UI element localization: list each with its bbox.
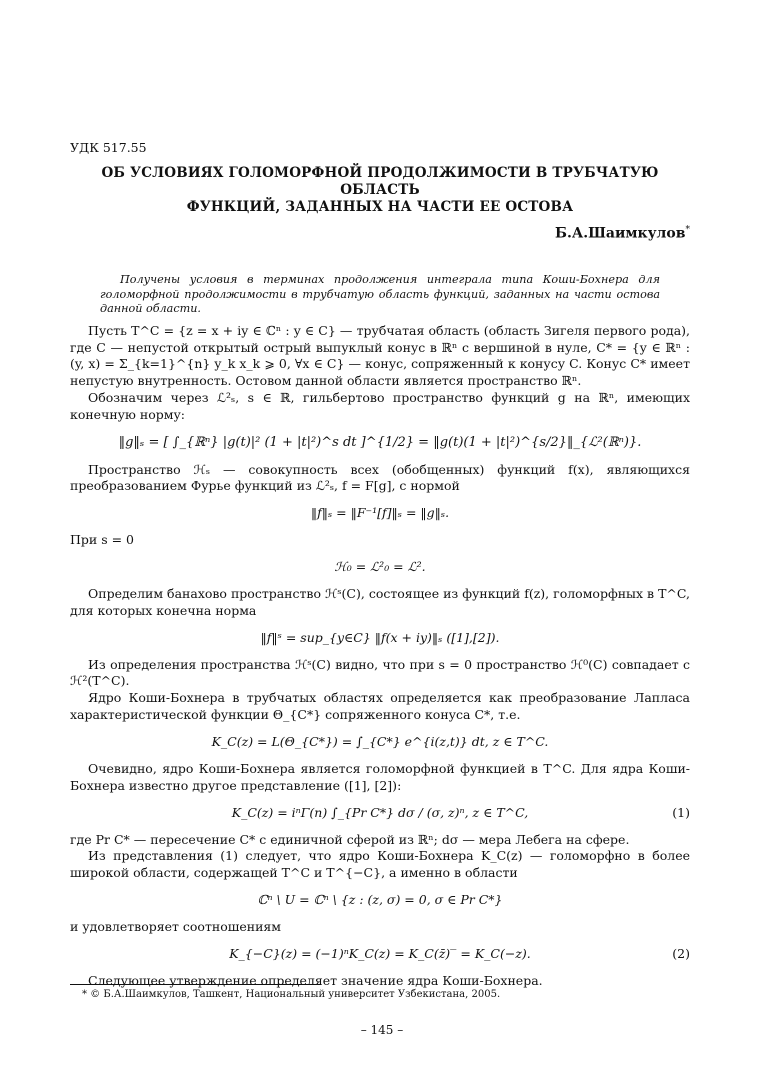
paragraph-3: Пространство ℋₛ — совокупность всех (обобщенных) функций f(x), являющихся преобразованием Фурье функций из ℒ²ₛ, f = F[g], с нормой	[70, 461, 690, 494]
footnote-divider	[70, 984, 320, 985]
equation-1-number: (1)	[672, 804, 690, 820]
equation-1	[70, 805, 690, 822]
equation-1-body: K_C(z) = iⁿΓ(n) ∫_{Pr C*} dσ / (σ, z)ⁿ, z ∈ T^C,	[231, 804, 529, 820]
title-line-1: ОБ УСЛОВИЯХ ГОЛОМОРФНОЙ ПРОДОЛЖИМОСТИ В ТРУБЧАТУЮ ОБЛАСТЬ	[101, 164, 659, 198]
author	[70, 224, 690, 244]
article-title	[70, 165, 690, 216]
equation-2-body: K_{−C}(z) = (−1)ⁿK_C(z) = K_C(z̄)‾ = K_C(−z).	[229, 945, 531, 961]
equation-h0: ℋ₀ = ℒ²₀ = ℒ².	[334, 559, 426, 575]
article	[70, 140, 690, 990]
page-number: – 145 –	[360, 1023, 404, 1037]
paragraph-5: Определим банахово пространство ℋˢ(C), состоящее из функций f(z), голоморфных в T^C, для которых конечна норма	[70, 585, 690, 618]
udk-code: УДК 517.55	[70, 140, 147, 155]
author-footnote-mark: *	[685, 224, 690, 235]
paragraph-1: Пусть T^C = {z = x + iy ∈ ℂⁿ : y ∈ C} — трубчатая область (область Зигеля первого рода), где C — непустой открытый острый выпуклый конус в ℝⁿ с вершиной в нуле, C* = {y ∈ ℝⁿ : (y, x) = Σ_{k=1}^{n} y_k x_k ⩾ 0, ∀x ∈ C} — конус, сопряженный к конусу C. Конус C* имеет непустую внутренность. Остовом данной области является пространство ℝⁿ.	[70, 322, 690, 389]
equation-2	[70, 946, 690, 963]
paragraph-2: Обозначим через ℒ²ₛ, s ∈ ℝ, гильбертово пространство функций g на ℝⁿ, имеющих конечную норму:	[70, 390, 690, 423]
equation-2-number: (2)	[672, 945, 690, 961]
paragraph-8: Очевидно, ядро Коши-Бохнера является голоморфной функцией в T^C. Для ядра Коши-Бохнера известно другое представление ([1], [2]):	[70, 760, 690, 793]
equation-domain: ℂⁿ \ U = ℂⁿ \ {z : (z, σ) = 0, σ ∈ Pr C*}	[257, 892, 503, 908]
equation-norm: ‖g‖ₛ = [ ∫_{ℝⁿ} |g(t)|² (1 + |t|²)^s dt ]^{1/2} = ‖g(t)(1 + |t|²)^{s/2}‖_{ℒ²(ℝⁿ)}.	[118, 434, 642, 450]
paragraph-6: Из определения пространства ℋˢ(C) видно, что при s = 0 пространство ℋ⁰(C) совпадает с ℋ²(T^C).	[70, 656, 690, 689]
paragraph-4: При s = 0	[70, 532, 134, 548]
footnote: * © Б.А.Шаимкулов, Ташкент, Национальный университет Узбекистана, 2005.	[82, 989, 501, 1000]
equation-sup-norm: ‖f‖ˢ = sup_{y∈C} ‖f(x + iy)‖ₛ ([1],[2]).	[260, 629, 500, 645]
paragraph-9: где Pr C* — пересечение C* с единичной сферой из ℝⁿ; dσ — мера Лебега на сфере.	[70, 831, 630, 847]
abstract: Получены условия в терминах продолжения интеграла типа Коши-Бохнера для голоморфной продолжимости в трубчатую область функций, заданных на части остова данной области.	[100, 273, 660, 316]
paragraph-7: Ядро Коши-Бохнера в трубчатых областях определяется как преобразование Лапласа характеристической функции Θ_{C*} сопряженного конуса C*, т.е.	[70, 690, 690, 723]
equation-kernel: K_C(z) = L(Θ_{C*}) = ∫_{C*} e^{i(z,t)} dt, z ∈ T^C.	[211, 734, 549, 750]
equation-fourier-norm: ‖f‖ₛ = ‖F⁻¹[f]‖ₛ = ‖g‖ₛ.	[310, 505, 450, 521]
paragraph-10: Из представления (1) следует, что ядро Коши-Бохнера K_C(z) — голоморфно в более широкой области, содержащей T^C и T^{−C}, а именно в области	[70, 848, 690, 881]
paragraph-12: Следующее утверждение определяет значение ядра Коши-Бохнера.	[88, 972, 543, 988]
author-name: Б.А.Шаимкулов	[555, 225, 686, 242]
title-line-2: ФУНКЦИЙ, ЗАДАННЫХ НА ЧАСТИ ЕЕ ОСТОВА	[186, 198, 574, 215]
paragraph-11: и удовлетворяет соотношениям	[70, 919, 282, 935]
